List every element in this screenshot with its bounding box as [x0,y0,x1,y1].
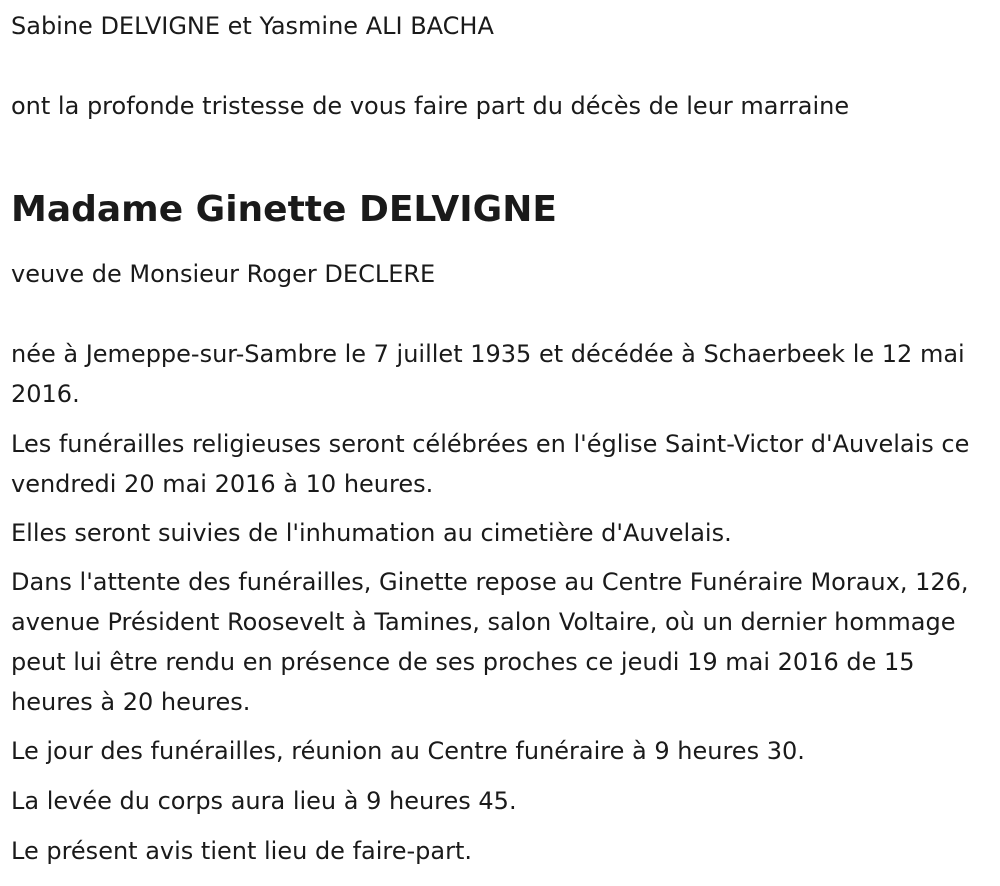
body-removal-paragraph: La levée du corps aura lieu à 9 heures 45. [11,787,517,815]
announcers-line: Sabine DELVIGNE et Yasmine ALI BACHA [11,12,494,40]
burial-paragraph: Elles seront suivies de l'inhumation au cimetière d'Auvelais. [11,519,732,547]
intro-line: ont la profonde tristesse de vous faire part du décès de leur marraine [11,92,850,120]
viewing-paragraph: Dans l'attente des funérailles, Ginette repose au Centre Funéraire Moraux, 126, avenue Président Roosevelt à Tamines, salon Voltaire, où un dernier hommage peut lui être rendu en présence de ses proches ce jeudi 19 mai 2016 de 15 heures à 20 heures. [11,568,969,716]
deceased-name-heading: Madame Ginette DELVIGNE [11,189,557,231]
funeral-service-paragraph: Les funérailles religieuses seront célébrées en l'église Saint-Victor d'Auvelais ce vendredi 20 mai 2016 à 10 heures. [11,430,970,498]
gathering-paragraph: Le jour des funérailles, réunion au Centre funéraire à 9 heures 30. [11,737,805,765]
birth-death-paragraph: née à Jemeppe-sur-Sambre le 7 juillet 1935 et décédée à Schaerbeek le 12 mai 2016. [11,340,965,408]
notice-statement-paragraph: Le présent avis tient lieu de faire-part. [11,837,473,865]
widow-of-line: veuve de Monsieur Roger DECLERE [11,260,436,288]
